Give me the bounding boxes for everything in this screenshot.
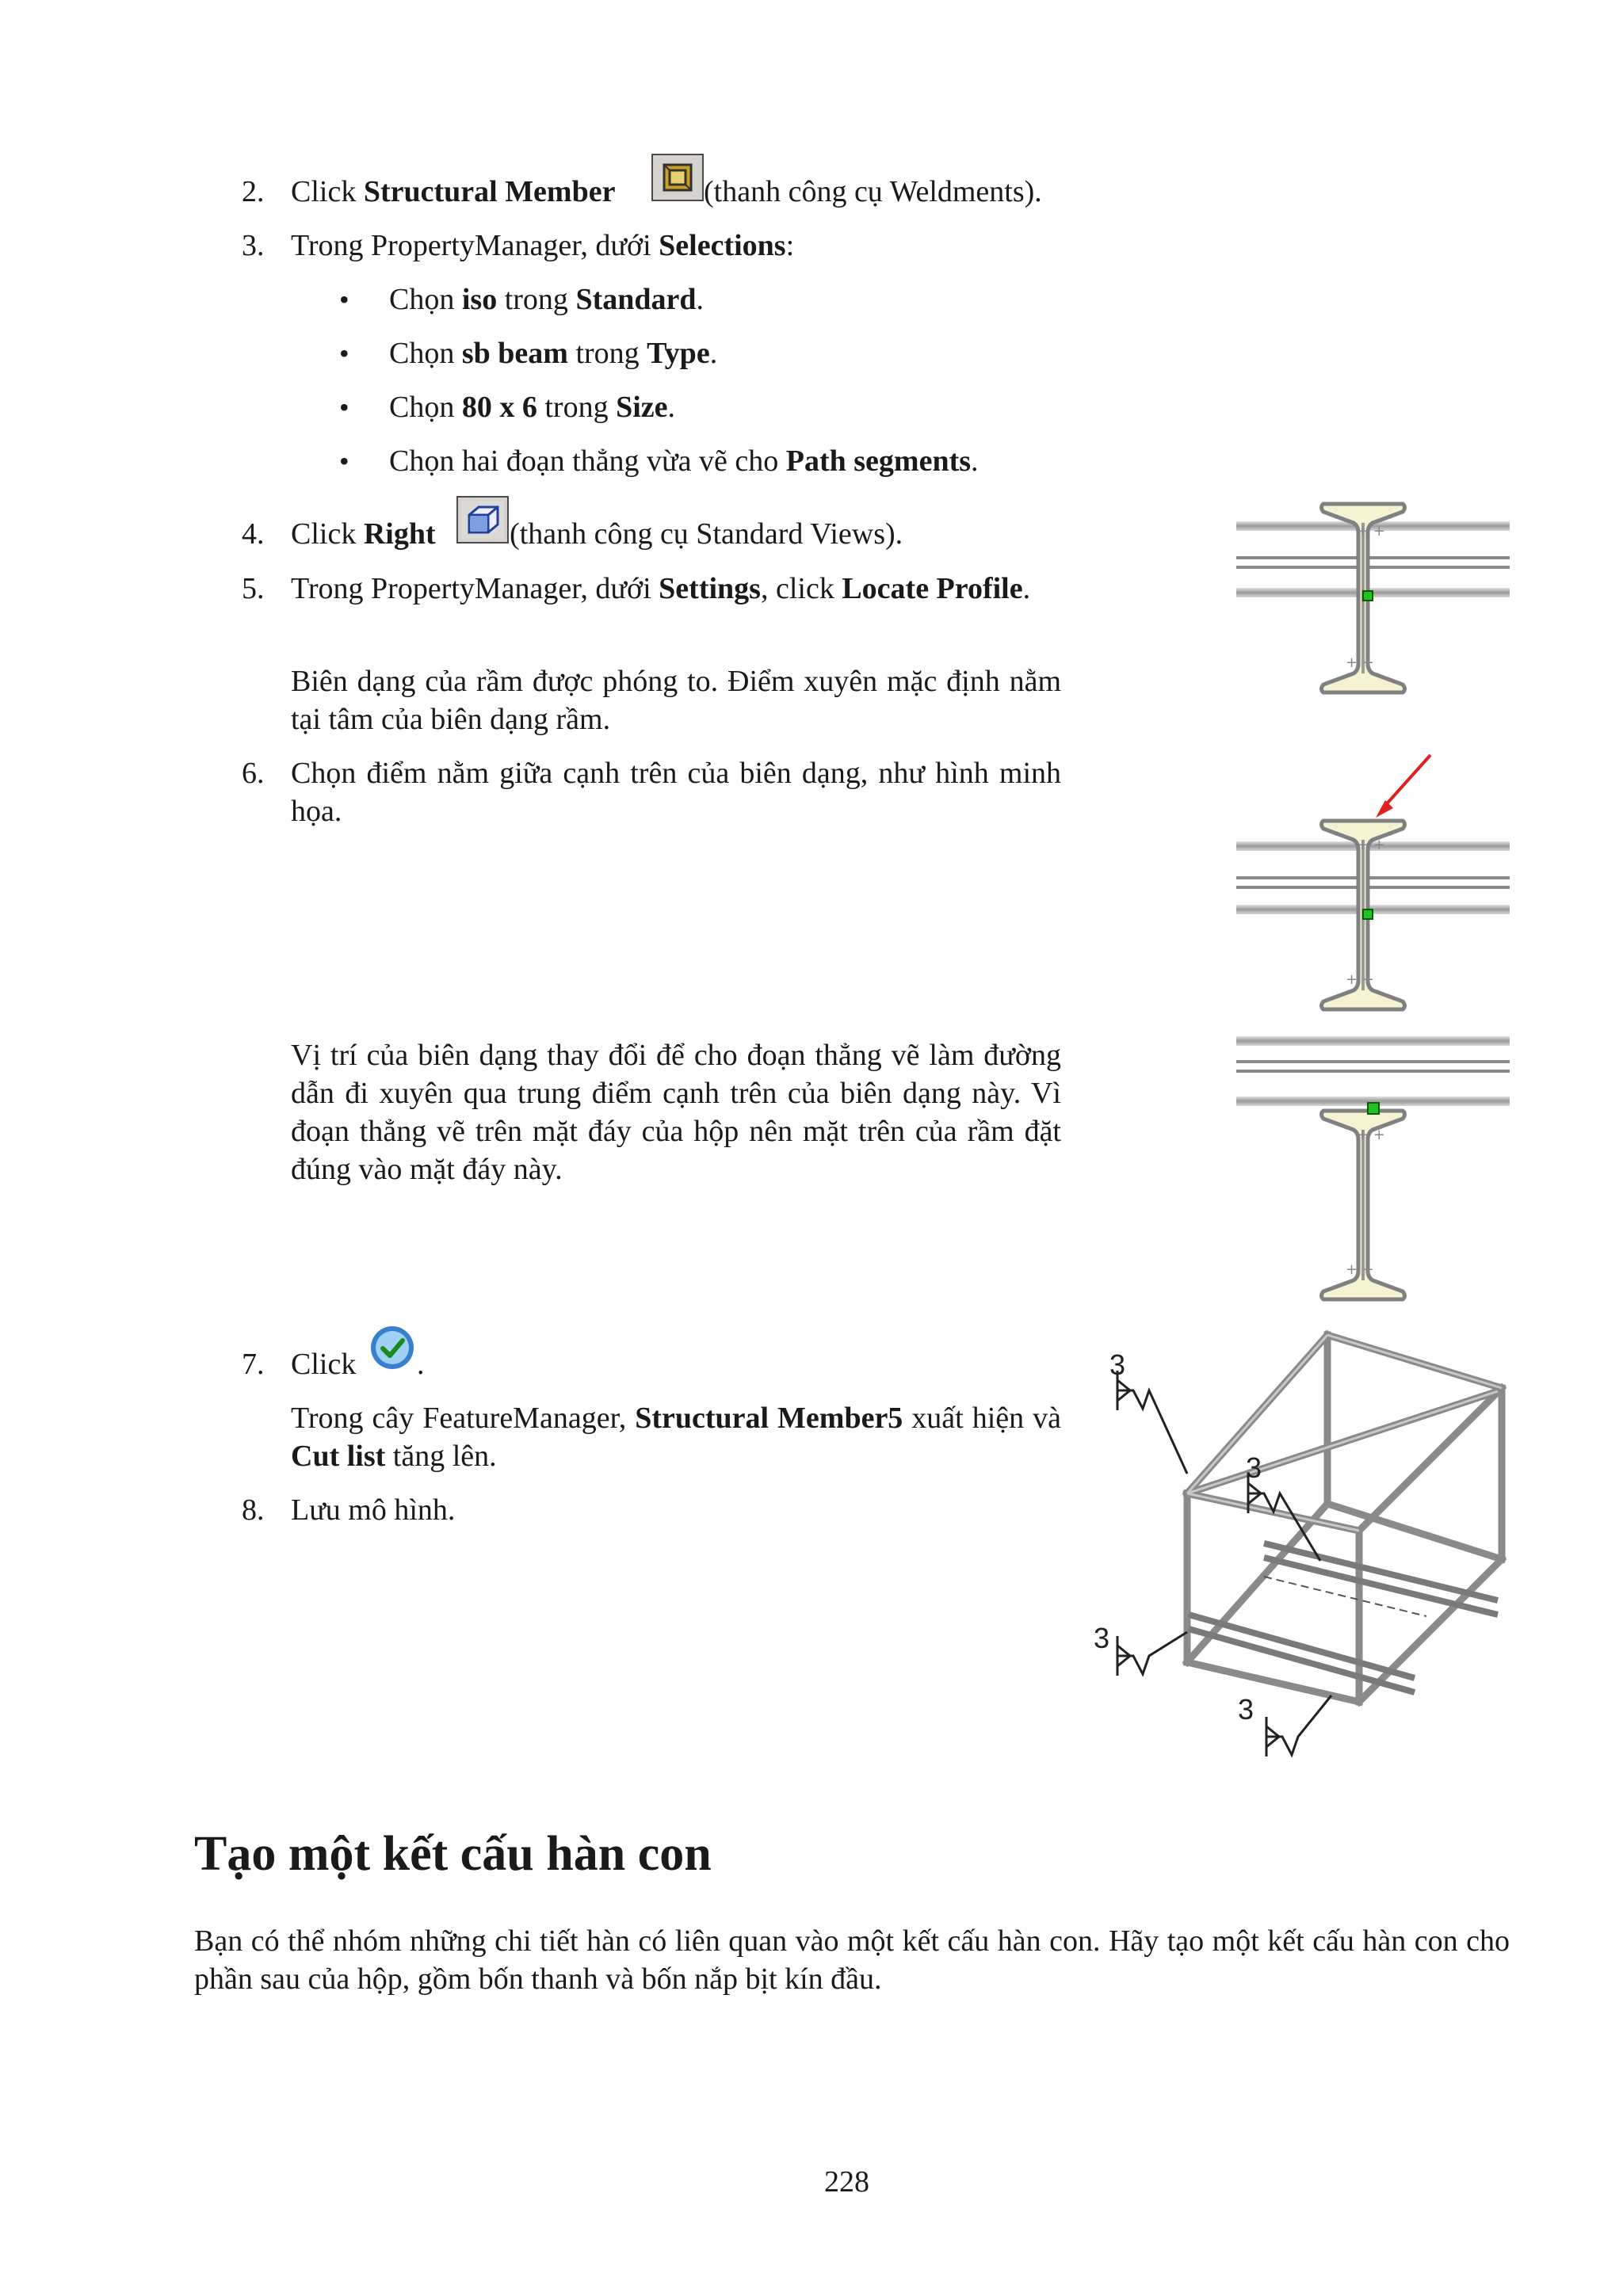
step-5-mid: , click [760,572,842,605]
weld-label-4: 3 [1238,1693,1254,1726]
bullet-3-mid: trong [537,391,617,424]
svg-text:+ +: + + [1357,523,1385,540]
bullet-2-b2: Type [647,337,710,370]
step-5-pre: Trong PropertyManager, dưới [291,572,659,605]
step-7-note-post: tăng lên. [385,1440,497,1473]
bullet-3-text [389,388,675,426]
step-3-pre: Trong PropertyManager, dưới [291,229,659,262]
bullet-4-text [389,442,979,480]
svg-text:+ +: + + [1346,1261,1374,1278]
step-7-note [291,1399,1061,1475]
weld-label-3: 3 [1094,1622,1110,1654]
step-2-pre: Click [291,175,364,208]
beam-profile-figure-2 [1236,751,1514,1020]
step-2-number: 2. [242,175,265,208]
step-5-text [291,570,1061,608]
bullet-3-dot: • [339,391,349,423]
step-2-post: (thanh công cụ Weldments). [704,175,1042,208]
step-4-pre: Click [291,517,364,551]
cut-list-label: Cut list [291,1440,386,1473]
weld-label-1: 3 [1109,1348,1126,1381]
bullet-4-dot: • [339,445,349,477]
step-7-number: 7. [242,1348,265,1381]
bullet-1-b2: Standard [575,283,697,316]
bullet-2-b1: sb beam [461,337,568,370]
step-5-note: Biên dạng của rầm được phóng to. Điểm xuyên mặc định nằm tại tâm của biên dạng rầm. [291,665,1061,736]
weld-label-2: 3 [1246,1451,1262,1484]
step-7-note-pre: Trong cây FeatureManager, [291,1402,636,1435]
step-4-post: (thanh công cụ Standard Views). [510,517,903,551]
bullet-1-b1: iso [461,283,498,316]
svg-text:+ +: + + [1346,654,1374,671]
svg-text:+ +: + + [1346,971,1374,988]
step-2-text [291,173,615,211]
svg-text:+ +: + + [1357,837,1385,853]
right-view-icon [456,496,509,543]
step-5-number: 5. [242,572,265,605]
ok-check-icon [369,1325,415,1371]
bullet-1-mid: trong [497,283,576,316]
step-8-text: Lưu mô hình. [291,1493,456,1527]
page-number: 228 [824,2165,869,2199]
bullet-1-text [389,280,704,318]
bullet-1-dot: • [339,284,349,315]
step-7-post: . [417,1348,425,1381]
bullet-2-pre: Chọn [389,337,462,370]
bullet-2-mid: trong [567,337,647,370]
bullet-3-b1: 80 x 6 [461,391,537,424]
beam-profile-figure-1 [1236,491,1514,705]
bullet-3-pre: Chọn [389,391,462,424]
locate-profile-label: Locate Profile [842,572,1023,605]
bullet-2-text [389,334,717,372]
step-6-number: 6. [242,757,265,790]
step-7-pre: Click [291,1348,357,1381]
selections-label: Selections [659,229,786,262]
settings-label: Settings [659,572,761,605]
step-7-note-mid: xuất hiện và [903,1402,1061,1435]
step-8-number: 8. [242,1493,265,1527]
step-3-number: 3. [242,229,265,262]
bullet-2-dot: • [339,338,349,369]
bullet-4-pre: Chọn hai đoạn thẳng vừa vẽ cho [389,444,786,478]
step-4-text [291,515,436,553]
step-5-post: . [1022,572,1031,605]
bullet-4-b1: Path segments [785,444,972,478]
bullet-4-post: . [971,444,979,478]
section-heading: Tạo một kết cấu hàn con [194,1827,712,1881]
step-4-number: 4. [242,517,265,551]
structural-member5-label: Structural Member5 [635,1402,903,1435]
bullet-1-pre: Chọn [389,283,462,316]
step-3-post: : [785,229,795,262]
step-6-text: Chọn điểm nằm giữa cạnh trên của biên dạng, như hình minh họa. [291,757,1061,828]
beam-profile-figure-3 [1236,1030,1514,1307]
svg-text:+ +: + + [1357,1127,1385,1143]
bullet-3-b2: Size [616,391,668,424]
bullet-2-post: . [709,337,718,370]
bullet-3-post: . [667,391,676,424]
bullet-1-post: . [696,283,704,316]
body-paragraph: Bạn có thể nhóm những chi tiết hàn có liên quan vào một kết cấu hàn con. Hãy tạo một kết cấu hàn con cho phần sau của hộp, gồm bốn thanh và bốn nắp bịt kín đầu. [194,1924,1510,1996]
weldment-frame-figure [1086,1323,1529,1767]
structural-member-icon [651,154,704,201]
right-label: Right [363,517,436,551]
step-6-note: Vị trí của biên dạng thay đổi để cho đoạn thẳng vẽ làm đường dẫn đi xuyên qua trung điểm cạnh trên của biên dạng này. Vì đoạn thẳng vẽ trên mặt đáy của hộp nên mặt trên của rầm đặt đúng vào mặt đáy này. [291,1039,1061,1186]
step-3-text [291,227,794,265]
structural-member-label: Structural Member [363,175,616,208]
